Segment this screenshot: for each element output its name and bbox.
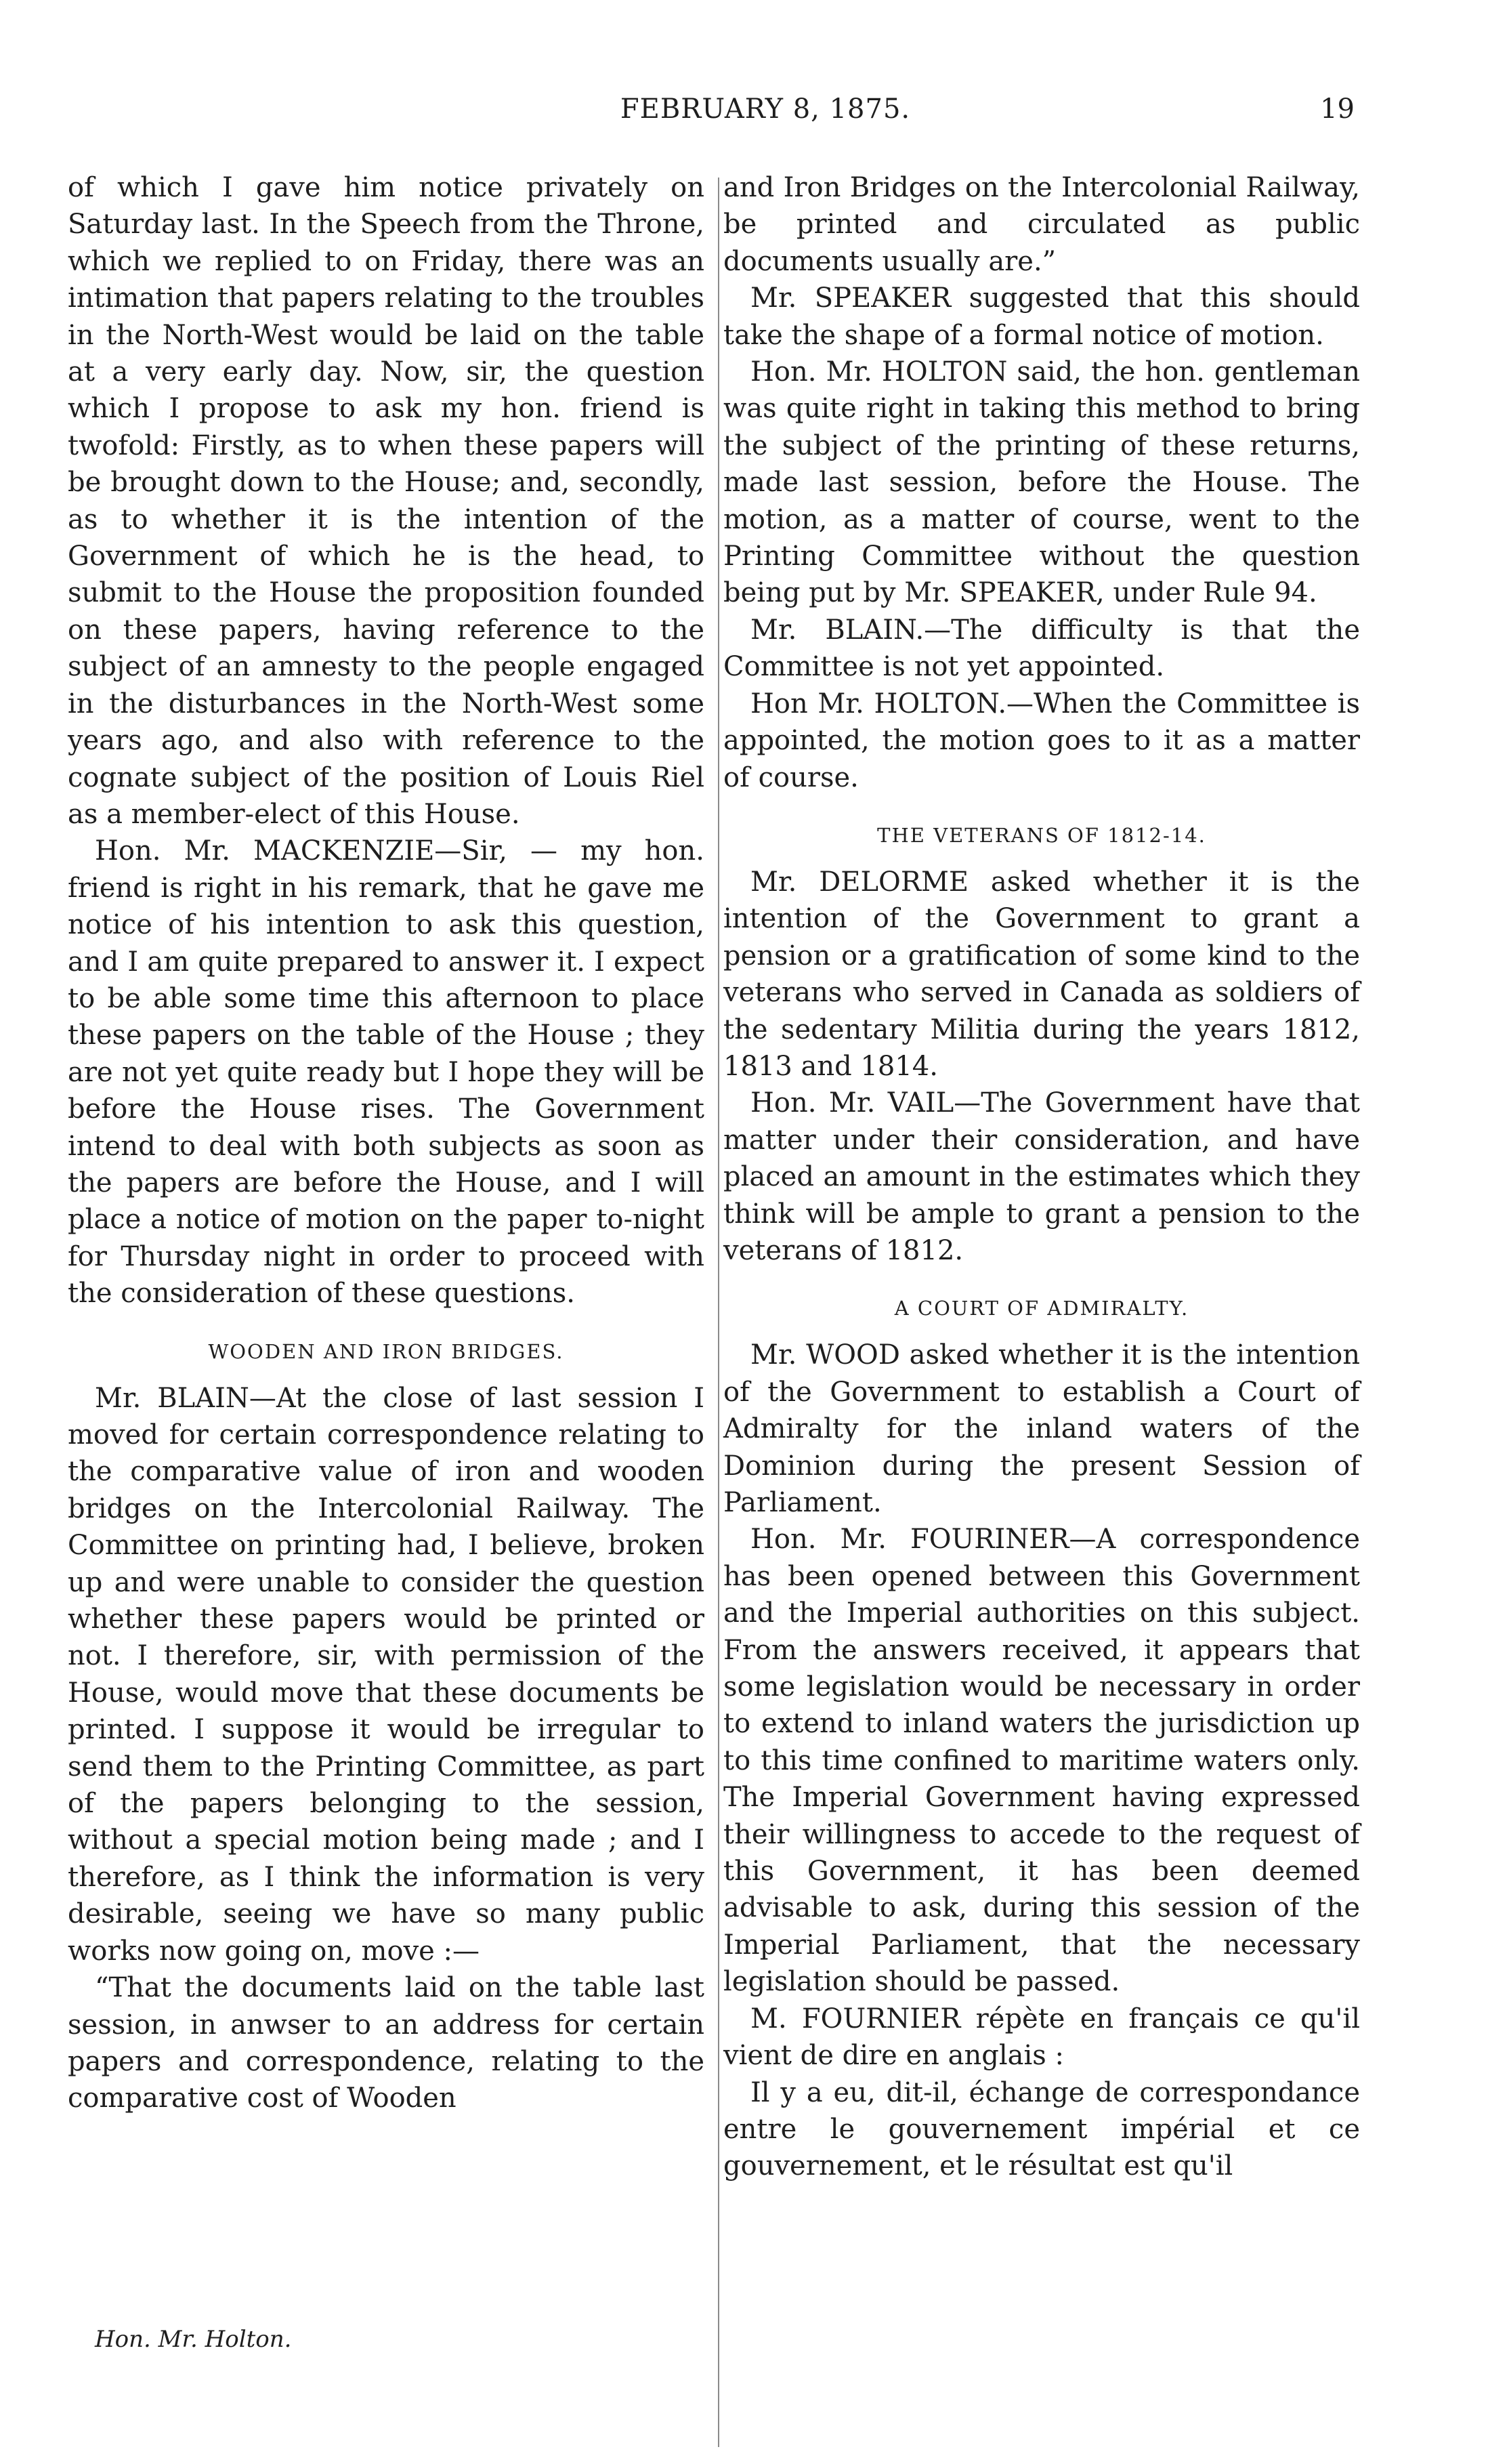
paragraph-mackenzie-reply: Hon. Mr. MACKENZIE—Sir, — my hon. friend is right in his remark, that he gave me notice of his intention to ask this question, and I am quite prepared to answer it. I expect to be able some time this afternoon to place these papers on the table of the House ; they are not yet quite ready but I hope they will be before the House rises. The Government intend to deal with both subjects as soon as the papers are before the House, and I will place a notice of motion on the paper to-night for Thursday night in order to proceed with the consideration of these questions.	[68, 835, 704, 1310]
section-heading-bridges: WOODEN AND IRON BRIDGES.	[208, 1339, 564, 1363]
footer-signature: Hon. Mr. Holton.	[95, 2326, 292, 2353]
right-column	[723, 169, 1360, 2185]
paragraph-delorme: Mr. DELORME asked whether it is the intention of the Government to grant a pension or a gratification of some kind to the veterans who served in Canada as soldiers of the sedentary Militia during the years 1812, 1813 and 1814.	[723, 866, 1360, 1082]
paragraph-fournier-french: M. FOURNIER répète en français ce qu'il vient de dire en anglais :	[723, 2003, 1360, 2072]
paragraph-motion-continuation: and Iron Bridges on the Intercolonial Railway, be printed and circulated as public documents usually are.”	[723, 172, 1360, 277]
paragraph-motion-text: “That the documents laid on the table last session, in anwser to an address for certain papers and correspondence, relating to the comparative cost of Wooden	[68, 1972, 704, 2114]
paragraph-blain-motion: Mr. BLAIN—At the close of last session I moved for certain correspondence relating to the comparative value of iron and wooden bridges on the Intercolonial Railway. The Committee on printing had, I believe, broken up and were unable to consider the question whether these papers would be printed or not. I therefore, sir, with permission of the House, would move that these documents be printed. I suppose it would be irregular to send them to the Printing Committee, as part of the papers belonging to the session, without a special motion being made ; and I therefore, as I think the information is very desirable, seeing we have so many public works now going on, move :—	[68, 1382, 704, 1967]
paragraph-french-continuation: Il y a eu, dit-il, échange de correspondance entre le gouvernement impérial et ce gouvernement, et le résultat est qu'il	[723, 2076, 1360, 2182]
paragraph-wood: Mr. WOOD asked whether it is the intention of the Government to establish a Court of Admiralty for the inland waters of the Dominion during the present Session of Parliament.	[723, 1339, 1360, 1518]
paragraph-fourinier: Hon. Mr. FOURINER—A correspondence has been opened between this Government and the Imperial authorities on this subject. From the answers received, it appears that some legislation would be necessary in order to extend to inland waters the jurisdiction up to this time confined to maritime waters only. The Imperial Government having expressed their willingness to accede to the request of this Government, it has been deemed advisable to ask, during this session of the Imperial Parliament, that the necessary legislation should be passed.	[723, 1524, 1360, 1998]
left-column	[68, 169, 704, 2117]
paragraph-vail: Hon. Mr. VAIL—The Government have that matter under their consideration, and have placed an amount in the estimates which they think will be ample to grant a pension to the veterans of 1812.	[723, 1087, 1360, 1266]
paragraph-notice-continuation: of which I gave him notice privately on Saturday last. In the Speech from the Throne, which we replied to on Friday, there was an intimation that papers relating to the troubles in the North-West would be laid on the table at a very early day. Now, sir, the question which I propose to ask my hon. friend is twofold: Firstly, as to when these papers will be brought down to the House; and, secondly, as to whether it is the intention of the Government of which he is the head, to submit to the House the proposition founded on these papers, having reference to the subject of an amnesty to the people engaged in the disturbances in the North-West some years ago, and also with reference to the cognate subject of the position of Louis Riel as a member-elect of this House.	[68, 172, 704, 830]
header-date: FEBRUARY 8, 1875.	[620, 93, 911, 125]
page-header	[0, 93, 1509, 134]
page-number: 19	[1320, 93, 1355, 125]
paragraph-blain-difficulty: Mr. BLAIN.—The difficulty is that the Committee is not yet appointed.	[723, 614, 1360, 683]
column-divider	[718, 178, 719, 2447]
section-heading-veterans: THE VETERANS OF 1812-14.	[877, 823, 1206, 847]
paragraph-speaker: Mr. SPEAKER suggested that this should take the shape of a formal notice of motion.	[723, 283, 1360, 351]
paragraph-holton-said: Hon. Mr. HOLTON said, the hon. gentleman was quite right in taking this method to bring the subject of the printing of these returns, made last session, before the House. The motion, as a matter of course, went to the Printing Committee without the question being put by Mr. SPEAKER, under Rule 94.	[723, 356, 1360, 609]
section-heading-admiralty: A COURT OF ADMIRALTY.	[894, 1297, 1189, 1320]
paragraph-holton-committee: Hon Mr. HOLTON.—When the Committee is appointed, the motion goes to it as a matter of course.	[723, 688, 1360, 793]
